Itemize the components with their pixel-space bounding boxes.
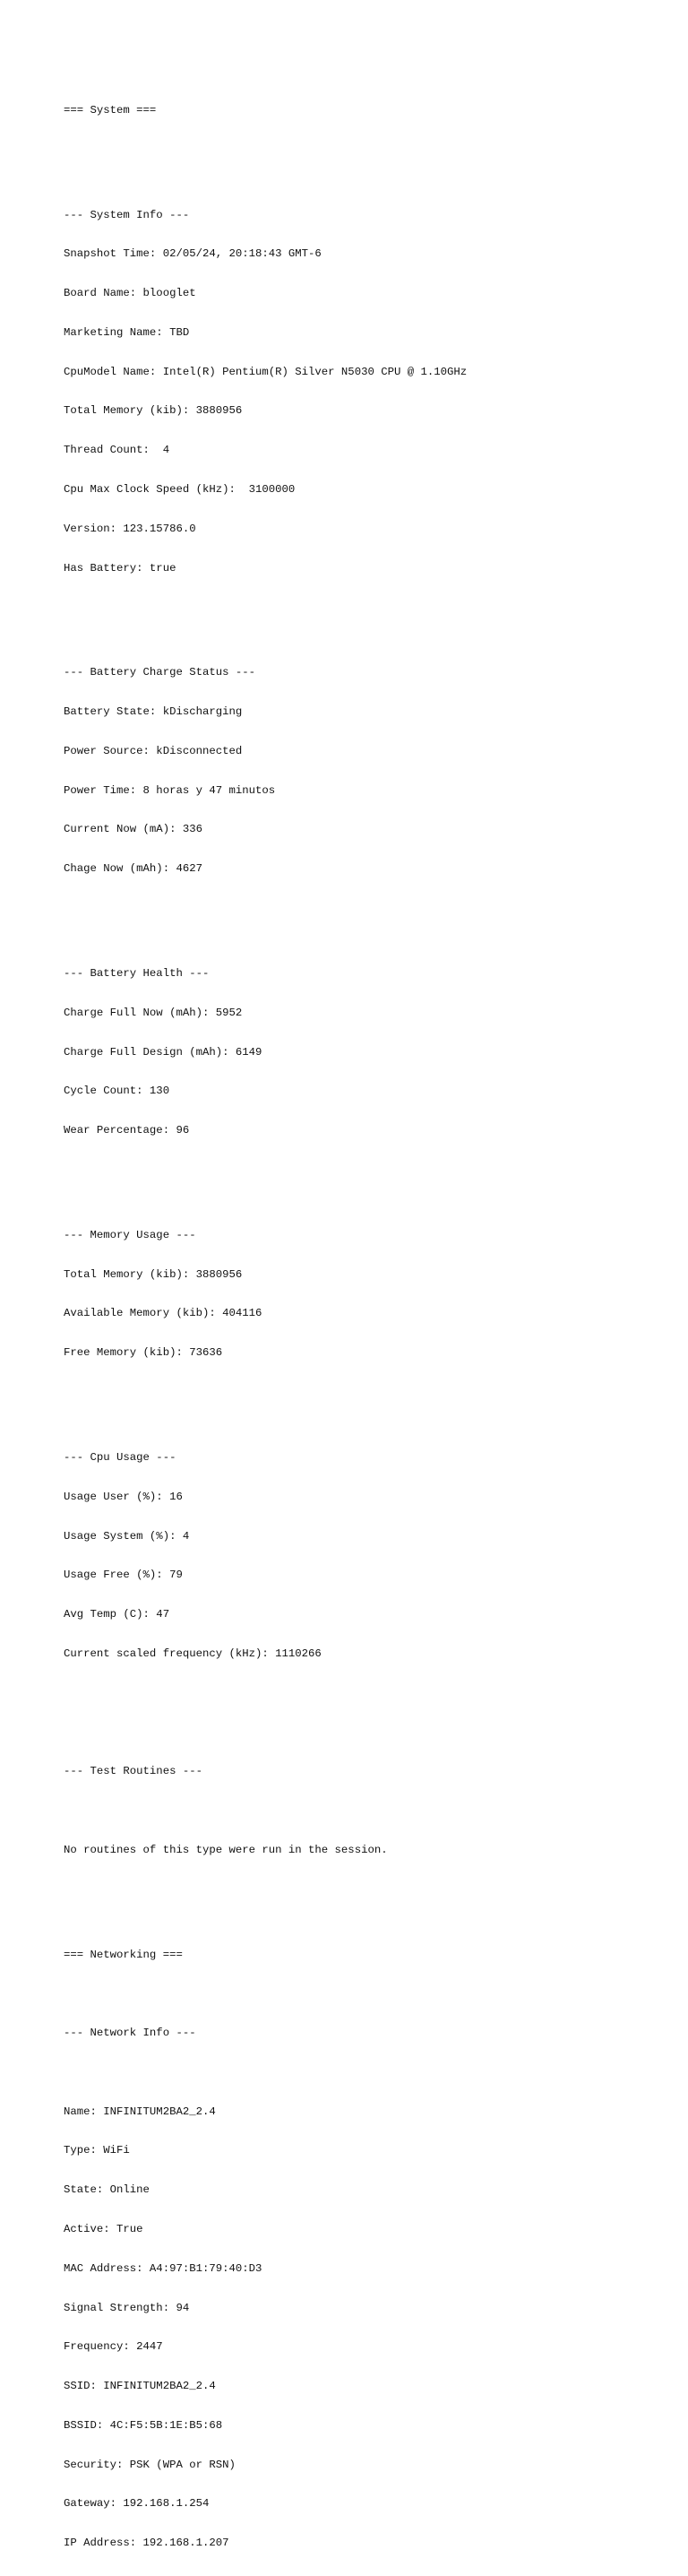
log-line: Free Memory (kib): 73636 — [64, 1346, 223, 1360]
battery-health-heading: --- Battery Health --- — [64, 966, 210, 980]
log-line: Gateway: 192.168.1.254 — [64, 2497, 210, 2511]
test-routines-message: No routines of this type were run in the session. — [64, 1843, 388, 1856]
system-info-heading: --- System Info --- — [64, 208, 190, 221]
log-line: Usage User (%): 16 — [64, 1490, 183, 1503]
log-line: BSSID: 4C:F5:5B:1E:B5:68 — [64, 2418, 223, 2432]
log-line: Snapshot Time: 02/05/24, 20:18:43 GMT-6 — [64, 247, 322, 261]
log-line: Cpu Max Clock Speed (kHz): 3100000 — [64, 483, 296, 496]
log-line: Wear Percentage: 96 — [64, 1124, 190, 1137]
log-line: Marketing Name: TBD — [64, 325, 190, 339]
log-line: State: Online — [64, 2183, 150, 2197]
log-line: Battery State: kDischarging — [64, 705, 243, 719]
log-line: Active: True — [64, 2222, 143, 2235]
log-line: Has Battery: true — [64, 561, 176, 575]
log-line: Avg Temp (C): 47 — [64, 1608, 170, 1621]
log-line: Charge Full Design (mAh): 6149 — [64, 1045, 262, 1059]
battery-charge-heading: --- Battery Charge Status --- — [64, 666, 256, 679]
log-line: Security: PSK (WPA or RSN) — [64, 2458, 236, 2471]
test-routines-heading: --- Test Routines --- — [64, 1765, 202, 1778]
log-line: SSID: INFINITUM2BA2_2.4 — [64, 2380, 216, 2393]
log-line: Charge Full Now (mAh): 5952 — [64, 1006, 243, 1019]
log-line: Version: 123.15786.0 — [64, 522, 196, 535]
log-line: Usage System (%): 4 — [64, 1529, 190, 1543]
log-line: Name: INFINITUM2BA2_2.4 — [64, 2105, 216, 2118]
log-line: Cycle Count: 130 — [64, 1085, 170, 1098]
log-line: Current Now (mA): 336 — [64, 823, 202, 836]
log-line: Thread Count: 4 — [64, 444, 170, 457]
cpu-usage-heading: --- Cpu Usage --- — [64, 1450, 176, 1464]
diagnostics-log — [64, 65, 673, 2576]
log-line: CpuModel Name: Intel(R) Pentium(R) Silver N5030 CPU @ 1.10GHz — [64, 365, 468, 378]
network-info-heading: --- Network Info --- — [64, 2027, 196, 2040]
log-line: Current scaled frequency (kHz): 1110266 — [64, 1647, 322, 1660]
memory-usage-heading: --- Memory Usage --- — [64, 1228, 196, 1241]
log-line: Frequency: 2447 — [64, 2340, 163, 2354]
log-line: Available Memory (kib): 404116 — [64, 1307, 262, 1320]
log-line: Signal Strength: 94 — [64, 2301, 190, 2314]
networking-heading: === Networking === — [64, 1948, 183, 1961]
log-line: Total Memory (kib): 3880956 — [64, 1267, 243, 1281]
log-line: Board Name: blooglet — [64, 287, 196, 300]
log-line: Type: WiFi — [64, 2144, 130, 2157]
log-line: Chage Now (mAh): 4627 — [64, 862, 202, 876]
log-line: Usage Free (%): 79 — [64, 1569, 183, 1582]
system-heading: === System === — [64, 103, 157, 117]
log-line: Power Source: kDisconnected — [64, 744, 243, 757]
log-line: Total Memory (kib): 3880956 — [64, 404, 243, 418]
log-line: IP Address: 192.168.1.207 — [64, 2537, 229, 2550]
log-line: MAC Address: A4:97:B1:79:40:D3 — [64, 2261, 262, 2275]
log-line: Power Time: 8 horas y 47 minutos — [64, 783, 276, 797]
